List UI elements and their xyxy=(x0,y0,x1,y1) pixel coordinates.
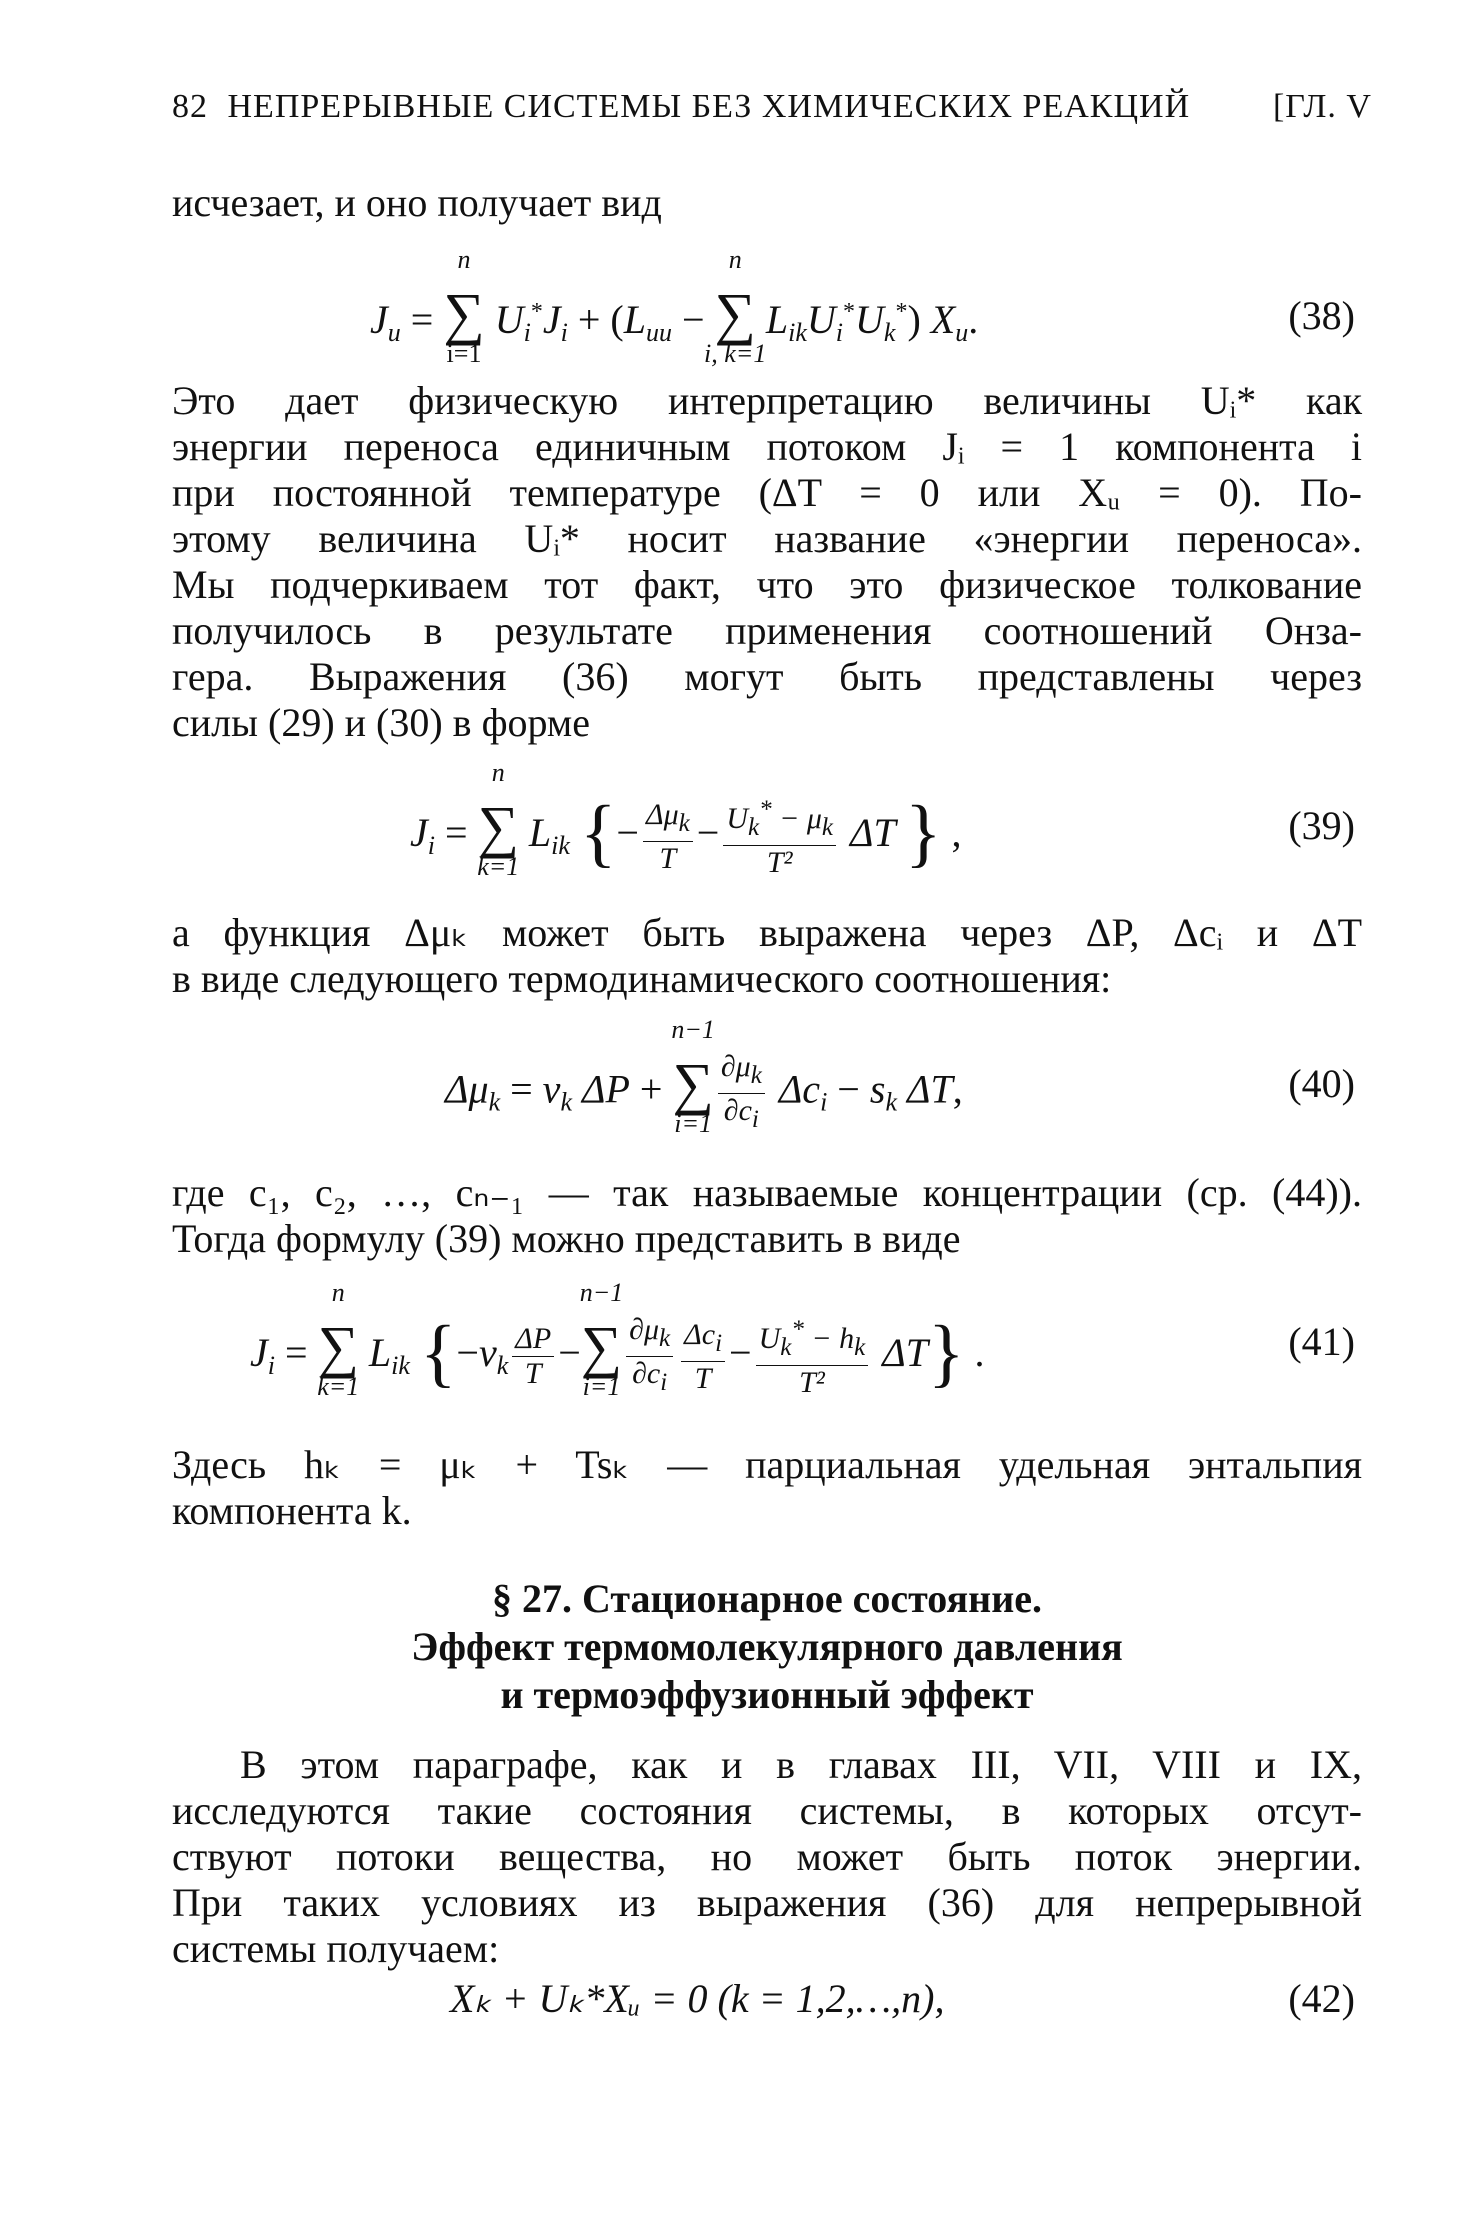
equation-38: $J_u$ = n ∑ i=1 $U_i^*J_i + (L_{uu}$ − n ∑ i, k=1 $L_{ik}U_i^*U_k^*$) $X_u$. xyxy=(370,245,979,368)
text-line: силы (29) и (30) в форме xyxy=(172,700,590,745)
text-line: В этом параграфе, как и в главах III, VII, VIII и IX, xyxy=(240,1742,1362,1787)
text-line: ствуют потоки вещества, но может быть поток энергии. xyxy=(172,1834,1362,1879)
text-line: Это дает физическую интерпретацию величины Uᵢ* как xyxy=(172,378,1362,423)
text-line: компонента k. xyxy=(172,1488,412,1533)
section-title-line: и термоэффузионный эффект xyxy=(500,1672,1034,1717)
text-line: исчезает, и оно получает вид xyxy=(172,180,662,225)
paragraph-1 xyxy=(172,180,1362,226)
section-title-line: § 27. Стационарное состояние. xyxy=(491,1576,1043,1621)
text-line: системы получаем: xyxy=(172,1926,500,1971)
equation-number-39: (39) xyxy=(1288,803,1355,848)
paragraph-4 xyxy=(172,1170,1362,1262)
equation-number-40: (40) xyxy=(1288,1061,1355,1106)
text-line: Мы подчеркиваем тот факт, что это физическое толкование xyxy=(172,562,1362,607)
equation-number-42: (42) xyxy=(1288,1976,1355,2021)
paragraph-2 xyxy=(172,378,1362,746)
page-number: 82 xyxy=(172,88,208,125)
text-line: где c₁, c₂, …, cₙ₋₁ — так называемые концентрации (ср. (44)). xyxy=(172,1170,1362,1215)
equation-39: $J_i$ = n ∑ k=1 $L_{ik}$ {− $\frac{\Delta\mu_k}{T}$ − $\frac{U_k^* - \mu_k}{\text{T²}}$ ΔT } , xyxy=(410,758,962,881)
text-line: При таких условиях из выражения (36) для непрерывной xyxy=(172,1880,1362,1925)
text-line: энергии переноса единичным потоком Jᵢ = 1 компонента i xyxy=(172,424,1362,469)
running-title: НЕПРЕРЫВНЫЕ СИСТЕМЫ БЕЗ ХИМИЧЕСКИХ РЕАКЦИЙ xyxy=(227,88,1191,125)
text-line: Тогда формулу (39) можно представить в виде xyxy=(172,1216,961,1261)
text-line: Здесь hₖ = μₖ + Tsₖ — парциальная удельная энтальпия xyxy=(172,1442,1362,1487)
paragraph-5 xyxy=(172,1442,1362,1534)
section-title-line: Эффект термомолекулярного давления xyxy=(411,1624,1123,1669)
paragraph-6 xyxy=(172,1742,1362,1972)
text-line: этому величина Uᵢ* носит название «энергии переноса». xyxy=(172,516,1362,561)
text-line: в виде следующего термодинамического соотношения: xyxy=(172,956,1112,1001)
text-line: гера. Выражения (36) могут быть представлены через xyxy=(172,654,1362,699)
chapter-label: [ГЛ. V xyxy=(1272,88,1372,125)
text-line: при постоянной температуре (ΔT = 0 или Xᵤ = 0). По- xyxy=(172,470,1362,515)
equation-number-41: (41) xyxy=(1288,1319,1355,1364)
running-header xyxy=(172,88,1372,126)
equation-40: $\Delta\mu_k = v_k$ ΔP + n−1 ∑ i=1 $\frac{\partial\mu_k}{\partial c_i}$ $\Delta c_i - s_k$ ΔT, xyxy=(445,1014,963,1138)
equation-number-38: (38) xyxy=(1288,293,1355,338)
text-line: исследуются такие состояния системы, в которых отсут- xyxy=(172,1788,1362,1833)
text-line: получилось в результате применения соотношений Онза- xyxy=(172,608,1362,653)
equation-42: Xₖ + Uₖ*Xᵤ = 0 (k = 1,2,…,n), xyxy=(450,1976,945,2021)
paragraph-3 xyxy=(172,910,1362,1002)
equation-41: $J_i$ = n ∑ k=1 $L_{ik}$ {$-v_k$ $\frac{\Delta P}{T}$ − n−1 ∑ i=1 $\frac{\partial\mu_k}{\partial c_i}$ $\frac{\Delta c_i}{T}$ − $\frac{U_k^* - h_k}{\text{T²}}$ ΔT} . xyxy=(250,1278,985,1401)
section-heading xyxy=(172,1575,1362,1719)
text-line: а функция Δμₖ может быть выражена через ΔP, Δcᵢ и ΔT xyxy=(172,910,1362,955)
